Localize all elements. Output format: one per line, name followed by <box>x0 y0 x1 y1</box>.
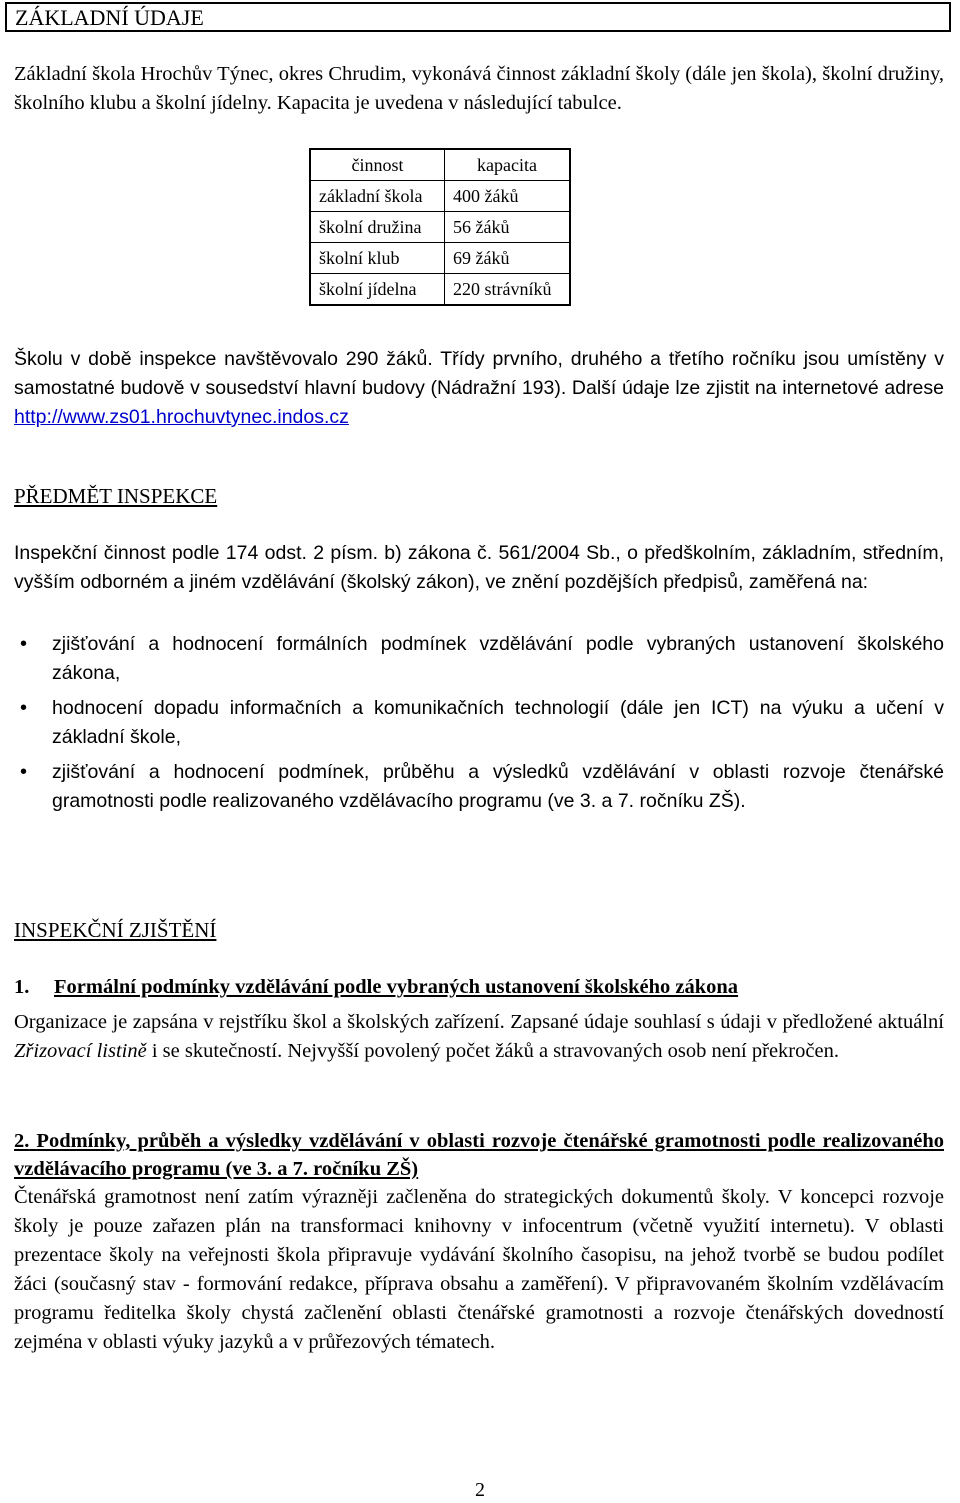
list-item <box>14 694 944 752</box>
section-title: ZÁKLADNÍ ÚDAJE <box>15 5 204 30</box>
list-item <box>14 758 944 816</box>
table-row <box>310 181 570 212</box>
bullet-icon: • <box>20 633 28 655</box>
section2-number: 2. <box>14 1130 30 1152</box>
table-cell: základní škola <box>310 181 445 212</box>
school-info-paragraph <box>14 345 944 432</box>
table-row <box>310 212 570 243</box>
table-cell: 69 žáků <box>445 243 571 274</box>
bullet-icon: • <box>20 761 28 783</box>
subject-bullet-list <box>14 630 944 816</box>
list-item-text: hodnocení dopadu informačních a komunikačních technologií (dále jen ICT) na výuku a učení v základní škole, <box>52 697 944 748</box>
table-cell: školní družina <box>310 212 445 243</box>
section1-title: Formální podmínky vzdělávání podle vybraných ustanovení školského zákona <box>54 976 739 998</box>
school-info-text: Školu v době inspekce navštěvovalo 290 žáků. Třídy prvního, druhého a třetího ročníku jsou umístěny v samostatné budově v sousedství hlavní budovy (Nádražní 193). Další údaje lze zjistit na internetové adrese <box>14 348 944 399</box>
bullet-icon: • <box>20 697 28 719</box>
capacity-table <box>309 148 571 306</box>
table-cell: školní jídelna <box>310 274 445 306</box>
subject-paragraph: Inspekční činnost podle 174 odst. 2 písm. b) zákona č. 561/2004 Sb., o předškolním, základním, středním, vyšším odborném a jiném vzdělávání (školský zákon), ve znění pozdějších předpisů, zaměřená na: <box>14 542 944 593</box>
section1-text-b: i se skutečností. Nejvyšší povolený počet žáků a stravovaných osob není překročen. <box>146 1040 839 1062</box>
page-number: 2 <box>475 1479 485 1501</box>
list-item-text: zjišťování a hodnocení podmínek, průběhu a výsledků vzdělávání v oblasti rozvoje čtenářské gramotnosti podle realizovaného vzdělávacího programu (ve 3. a 7. ročníku ZŠ). <box>52 761 944 812</box>
table-cell: 220 strávníků <box>445 274 571 306</box>
subject-heading: PŘEDMĚT INSPEKCE <box>14 484 218 508</box>
findings-heading: INSPEKČNÍ ZJIŠTĚNÍ <box>14 918 217 942</box>
table-cell: 56 žáků <box>445 212 571 243</box>
table-row <box>310 243 570 274</box>
table-row <box>310 274 570 306</box>
section1-italic-text: Zřizovací listině <box>14 1040 147 1062</box>
list-item-text: zjišťování a hodnocení formálních podmínek vzdělávání podle vybraných ustanovení školského zákona, <box>52 633 944 684</box>
section-title-box <box>5 2 951 32</box>
table-header-cell: kapacita <box>445 149 571 181</box>
section1-paragraph <box>14 1008 944 1066</box>
table-cell: 400 žáků <box>445 181 571 212</box>
table-header-cell: činnost <box>310 149 445 181</box>
intro-paragraph: Základní škola Hrochův Týnec, okres Chrudim, vykonává činnost základní školy (dále jen škola), školní družiny, školního klubu a školní jídelny. Kapacita je uvedena v následující tabulce. <box>14 63 944 114</box>
list-item <box>14 630 944 688</box>
section1-text-a: Organizace je zapsána v rejstříku škol a školských zařízení. Zapsané údaje souhlasí s údaji v předložené aktuální <box>14 1011 944 1033</box>
table-cell: školní klub <box>310 243 445 274</box>
section2-paragraph: Čtenářská gramotnost není zatím výrazněji začleněna do strategických dokumentů školy. V koncepci rozvoje školy je pouze zařazen plán na transformaci knihovny v infocentrum (včetně využití internetu). V oblasti prezentace školy na veřejnosti škola připravuje vydávání školního časopisu, na jehož tvorbě se budou podílet žáci (současný stav - formování redakce, příprava obsahu a zaměření). V připravovaném školním vzdělávacím programu ředitelka školy chystá začlenění oblasti čtenářské gramotnosti a rozvoje čtenářských dovedností zejména v oblasti výuky jazyků a v průřezových tématech. <box>14 1186 944 1353</box>
school-website-link[interactable]: http://www.zs01.hrochuvtynec.indos.cz <box>14 406 349 428</box>
section2-heading <box>14 1127 944 1183</box>
table-header-row <box>310 149 570 181</box>
section1-number: 1. <box>14 976 30 998</box>
section2-title: Podmínky, průběh a výsledky vzdělávání v oblasti rozvoje čtenářské gramotnosti podle realizovaného vzdělávacího programu (ve 3. a 7. ročníku ZŠ) <box>14 1130 944 1180</box>
section1-heading <box>14 973 944 1001</box>
